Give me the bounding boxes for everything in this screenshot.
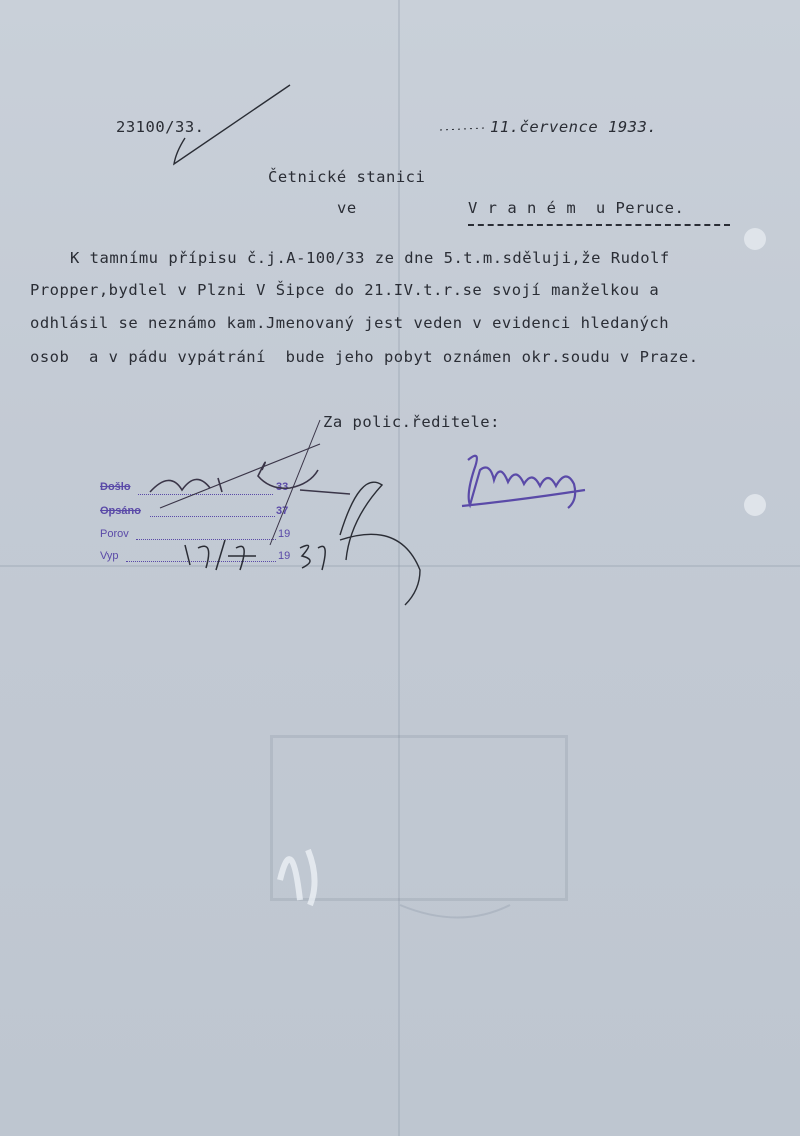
stamp-label-received: Došlo (100, 481, 131, 493)
body-line: odhlásil se neznámo kam.Jmenovaný jest veden v evidenci hledaných (30, 314, 670, 332)
body-line: Propper,bydlel v Plzni V Šipce do 21.IV.t.r.se svojí manželkou a (30, 281, 660, 299)
date-dots (440, 128, 485, 130)
stamp-year: 33 (276, 481, 289, 493)
addressee-line: Četnické stanici (268, 168, 426, 186)
stamp-year: 19 (278, 528, 291, 540)
stamp-year: 19 (278, 550, 291, 562)
ink-flourish (340, 482, 420, 605)
body-line: K tamnímu přípisu č.j.A-100/33 ze dne 5.t.m.sděluji,že Rudolf (70, 249, 670, 267)
stamp-year: 37 (276, 505, 289, 517)
addressee-place: V r a n é m u Peruce. (468, 199, 685, 217)
body-line: osob a v pádu vypátrání bude jeho pobyt oznámen okr.soudu v Praze. (30, 348, 699, 366)
check-mark (174, 85, 290, 164)
bleed-through-curve (400, 905, 510, 918)
letter-date: 11.července 1933. (490, 118, 658, 136)
bleed-through-scribble (280, 850, 315, 905)
vertical-pencil-stroke (270, 420, 320, 545)
reference-number: 23100/33. (116, 118, 205, 136)
signature (462, 456, 585, 508)
addressee-prefix: ve (337, 199, 357, 217)
stamp-label-copied: Opsáno (100, 505, 141, 517)
stamp-signature-scribble (150, 462, 350, 494)
handwritten-date-scribble (185, 540, 325, 570)
closing-line: Za polic.ředitele: (323, 413, 500, 431)
stamp-strike (160, 444, 320, 508)
stamp-label-dispatched: Vyp (100, 550, 119, 562)
stamp-label-compared: Porov (100, 528, 129, 540)
